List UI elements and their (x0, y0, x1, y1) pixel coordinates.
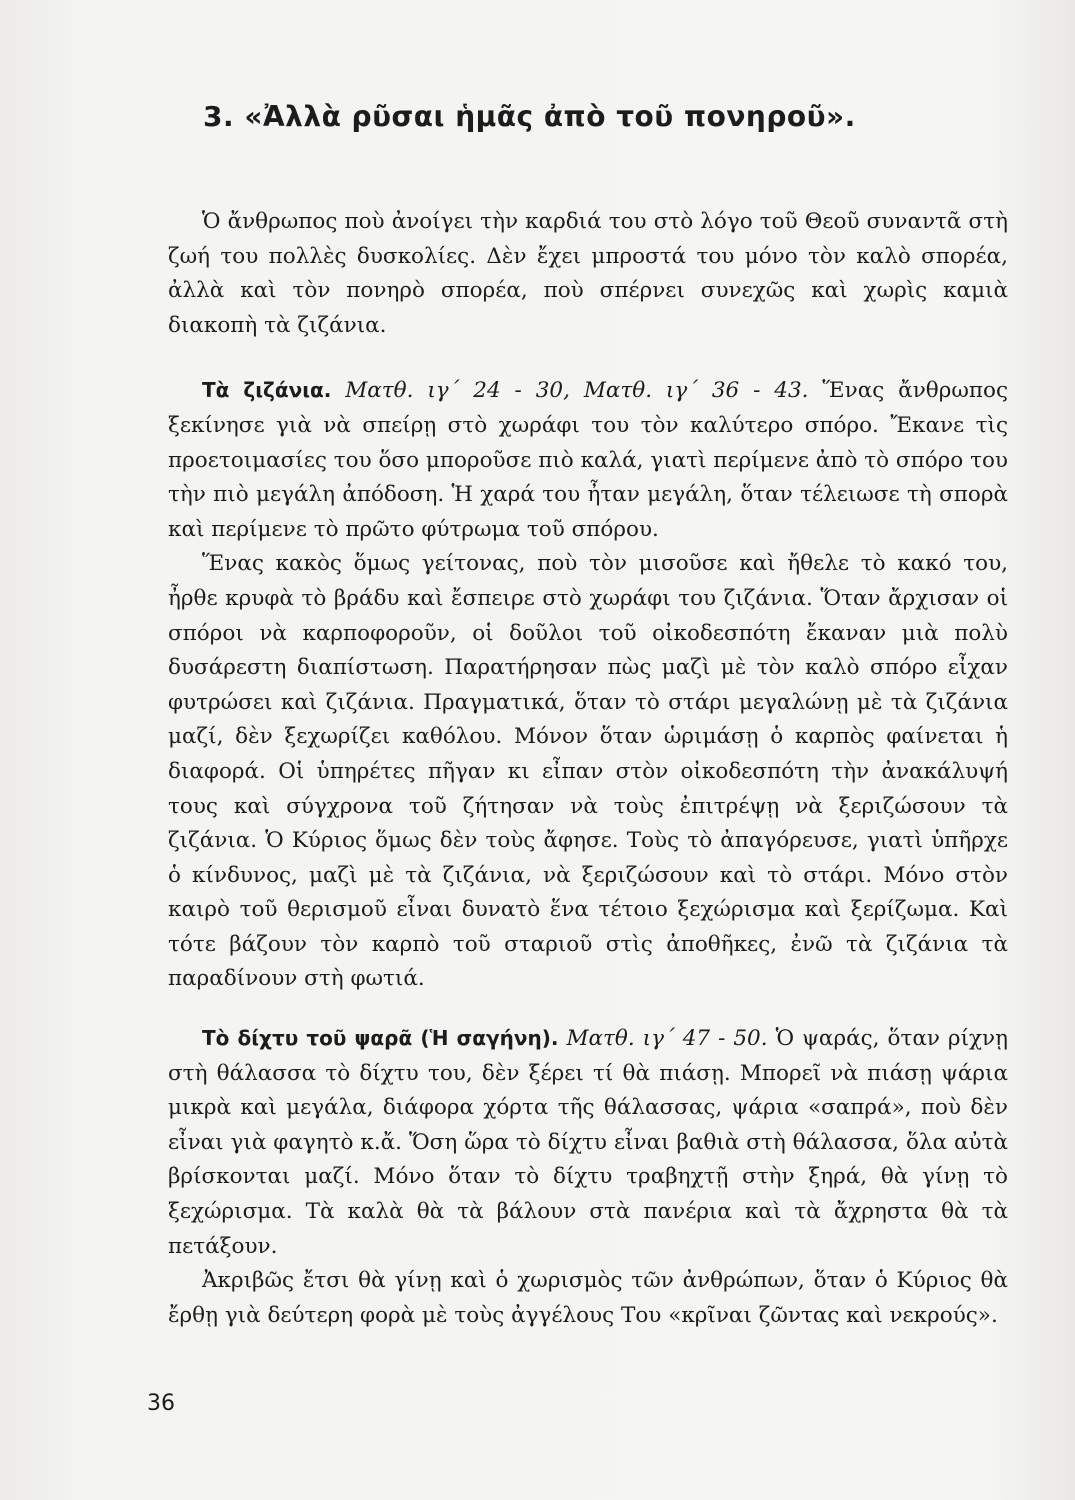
chapter-heading: 3. «Ἀλλὰ ρῦσαι ἡμᾶς ἀπὸ τοῦ πονηροῦ». (203, 100, 856, 133)
section2-paragraph (168, 1021, 1008, 1264)
section2-title: Τὸ δίχτυ τοῦ ψαρᾶ (Ἡ σαγήνη). (202, 1026, 559, 1051)
page-number: 36 (147, 1391, 175, 1416)
section1-title: Τὰ ζιζάνια. (202, 378, 332, 403)
section1-paragraph-2: Ἕνας κακὸς ὅμως γείτονας, ποὺ τὸν μισοῦσε καὶ ἤθελε τὸ κακό του, ἦρθε κρυφὰ τὸ βράδυ καὶ ἔσπειρε στὸ χωράφι του ζιζάνια. Ὅταν ἄρχισαν οἱ σπόροι νὰ καρποφοροῦν, οἱ δοῦλοι τοῦ οἰκοδεσπότη ἔκαναν μιὰ πολὺ δυσάρεστη διαπίστωση. Παρατήρησαν πὼς μαζὶ μὲ τὸν καλὸ σπόρο εἶχαν φυτρώσει καὶ ζιζάνια. Πραγματικά, ὅταν τὸ στάρι μεγαλώνῃ μὲ τὰ ζιζάνια μαζί, δὲν ξεχωρίζει καθόλου. Μόνον ὅταν ὡριμάσῃ ὁ καρπὸς φαίνεται ἡ διαφορά. Οἱ ὑπηρέτες πῆγαν κι εἶπαν στὸν οἰκοδεσπότη τὴν ἀνακάλυψή τους καὶ σύγχρονα τοῦ ζήτησαν νὰ τοὺς ἐπιτρέψῃ νὰ ξεριζώσουν τὰ ζιζάνια. Ὁ Κύριος ὅμως δὲν τοὺς ἄφησε. Τοὺς τὸ ἀπαγόρευσε, γιατὶ ὑπῆρχε ὁ κίνδυνος, μαζὶ μὲ τὰ ζιζάνια, νὰ ξεριζώσουν καὶ τὸ στάρι. Μόνο στὸν καιρὸ τοῦ θερισμοῦ εἶναι δυνατὸ ἕνα τέτοιο ξεχώρισμα καὶ ξερίζωμα. Καὶ τότε βάζουν τὸν καρπὸ τοῦ σταριοῦ στὶς ἀποθῆκες, ἐνῶ τὰ ζιζάνια τὰ παραδίνουν στὴ φωτιά. (168, 551, 1008, 992)
section2-text: Ὁ ψαράς, ὅταν ρίχνῃ στὴ θάλασσα τὸ δίχτυ του, δὲν ξέρει τί θὰ πιάσῃ. Μπορεῖ νὰ πιάσῃ ψάρια μικρὰ καὶ μεγάλα, διάφορα χόρτα τῆς θάλασσας, ψάρια «σαπρά», ποὺ δὲν εἶναι γιὰ φαγητὸ κ.ἄ. Ὅση ὥρα τὸ δίχτυ εἶναι βαθιὰ στὴ θάλασσα, ὅλα αὐτὰ βρίσκονται μαζί. Μόνο ὅταν τὸ δίχτυ τραβηχτῇ στὴν ξηρά, θὰ γίνῃ τὸ ξεχώρισμα. Τὰ καλὰ θὰ τὰ βάλουν στὰ πανέρια καὶ τὰ ἄχρηστα θὰ τὰ πετάξουν. (168, 1026, 1008, 1259)
body-text (168, 205, 1008, 1333)
intro-paragraph: Ὁ ἄνθρωπος ποὺ ἀνοίγει τὴν καρδιά του στὸ λόγο τοῦ Θεοῦ συναντᾶ στὴ ζωή του πολλὲς δυσκολίες. Δὲν ἔχει μπροστά του μόνο τὸν καλὸ σπορέα, ἀλλὰ καὶ τὸν πονηρὸ σπορέα, ποὺ σπέρνει συνεχῶς καὶ χωρὶς καμιὰ διακοπὴ τὰ ζιζάνια. (168, 209, 1008, 338)
section1-paragraph (168, 373, 1008, 547)
section1-text: Ἕνας ἄνθρωπος ξεκίνησε γιὰ νὰ σπείρῃ στὸ χωράφι του τὸν καλύτερο σπόρο. Ἔκανε τὶς προετοιμασίες του ὅσο μποροῦσε πιὸ καλά, γιατὶ περίμενε ἀπὸ τὸ σπόρο του τὴν πιὸ μεγάλη ἀπόδοση. Ἡ χαρά του ἦταν μεγάλη, ὅταν τέλειωσε τὴ σπορὰ καὶ περίμενε τὸ πρῶτο φύτρωμα τοῦ σπόρου. (168, 378, 1009, 542)
section2-paragraph-2: Ἀκριβῶς ἔτσι θὰ γίνῃ καὶ ὁ χωρισμὸς τῶν ἀνθρώπων, ὅταν ὁ Κύριος θὰ ἔρθῃ γιὰ δεύτερη φορὰ μὲ τοὺς ἀγγέλους Του «κρῖναι ζῶντας καὶ νεκρούς». (168, 1268, 1008, 1328)
section2-reference: Ματθ. ιγ΄ 47 - 50. (566, 1026, 768, 1052)
section1-reference: Ματθ. ιγ΄ 24 - 30, Ματθ. ιγ΄ 36 - 43. (345, 378, 809, 404)
